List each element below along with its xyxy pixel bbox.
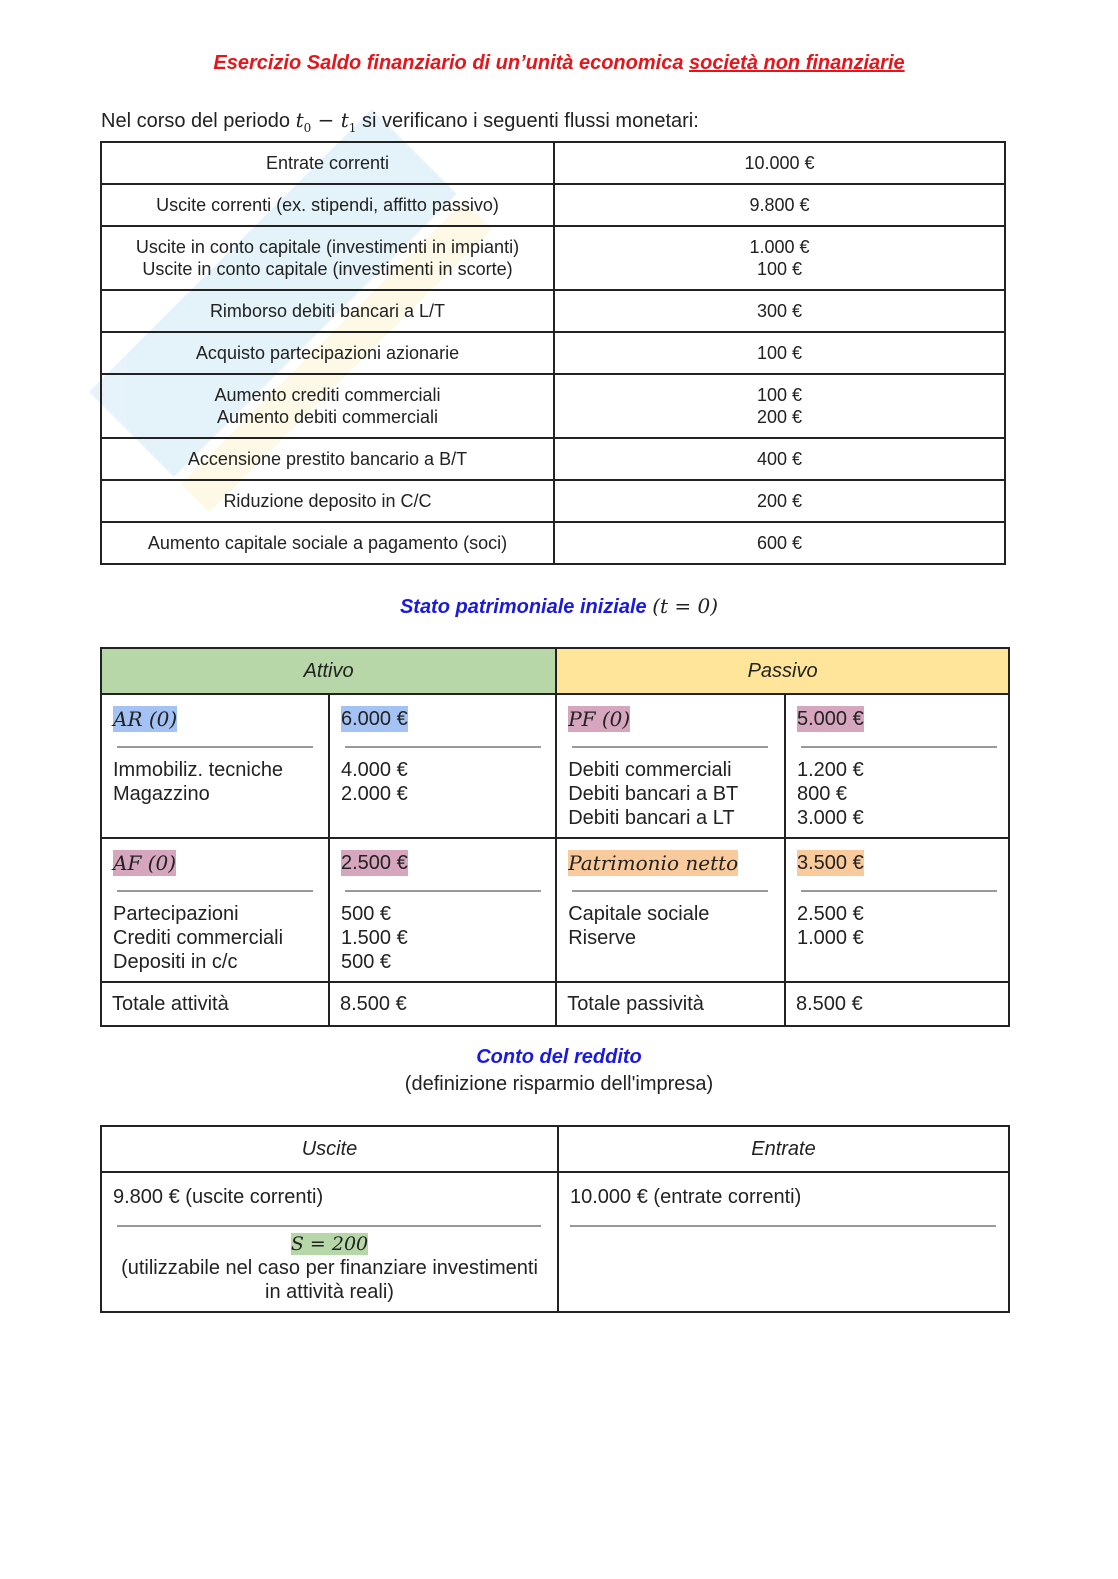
flow-value: 200 € <box>554 480 1005 522</box>
flow-row <box>101 290 1005 332</box>
af-total: 2.500 € <box>341 852 408 874</box>
flow-label: Acquisto partecipazioni azionarie <box>101 332 554 374</box>
ar-head: AR (0) <box>113 707 178 731</box>
flow-row <box>101 480 1005 522</box>
ar-values: 4.000 € 2.000 € <box>341 759 408 805</box>
flow-label: Aumento crediti commerciali Aumento debiti commerciali <box>101 374 554 438</box>
passivo-header: Passivo <box>556 648 1009 694</box>
flow-row <box>101 142 1005 184</box>
flow-row <box>101 184 1005 226</box>
pf-items: Debiti commerciali Debiti bancari a BT Debiti bancari a LT <box>568 759 739 829</box>
stato-patrimoniale-table <box>100 647 1010 1027</box>
flow-label: Accensione prestito bancario a B/T <box>101 438 554 480</box>
flow-row <box>101 438 1005 480</box>
conto-title: Conto del reddito <box>476 1046 642 1068</box>
s-note-1: (utilizzabile nel caso per finanziare investimenti <box>121 1257 538 1279</box>
flows-table <box>100 141 1006 565</box>
flow-label: Uscite in conto capitale (investimenti in impianti) Uscite in conto capitale (investimenti in scorte) <box>101 226 554 290</box>
s-note-2: in attività reali) <box>265 1281 394 1303</box>
s-formula: S = 200 <box>290 1233 369 1255</box>
pn-total: 3.500 € <box>797 852 864 874</box>
flow-value: 100 € <box>554 332 1005 374</box>
intro-text: Nel corso del periodo $t_0 - t_1$ si verificano i seguenti flussi monetari: <box>101 108 699 135</box>
conto-subtitle: (definizione risparmio dell'impresa) <box>404 1073 714 1095</box>
flow-row <box>101 522 1005 564</box>
flow-value: 100 € 200 € <box>554 374 1005 438</box>
af-items: Partecipazioni Crediti commerciali Depositi in c/c <box>113 903 284 973</box>
flow-label: Riduzione deposito in C/C <box>101 480 554 522</box>
pn-head: Patrimonio netto <box>568 851 739 875</box>
conto-reddito-table <box>100 1125 1010 1313</box>
ar-items: Immobiliz. tecniche Magazzino <box>113 759 284 805</box>
entrate-value: 10.000 € (entrate correnti) <box>570 1186 802 1208</box>
totale-attivita-value: 8.500 € <box>329 982 556 1026</box>
flow-label: Entrate correnti <box>101 142 554 184</box>
pn-values: 2.500 € 1.000 € <box>797 903 864 949</box>
totale-passivita-value: 8.500 € <box>785 982 1009 1026</box>
flow-label: Aumento capitale sociale a pagamento (soci) <box>101 522 554 564</box>
attivo-header: Attivo <box>101 648 556 694</box>
flow-row <box>101 226 1005 290</box>
stato-title: Stato patrimoniale iniziale (t = 0) <box>399 594 719 618</box>
flow-value: 9.800 € <box>554 184 1005 226</box>
flow-value: 1.000 € 100 € <box>554 226 1005 290</box>
flow-value: 300 € <box>554 290 1005 332</box>
pf-total: 5.000 € <box>797 708 864 730</box>
flow-value: 600 € <box>554 522 1005 564</box>
flow-row <box>101 332 1005 374</box>
flow-row <box>101 374 1005 438</box>
uscite-value: 9.800 € (uscite correnti) <box>113 1186 324 1208</box>
pf-head: PF (0) <box>568 707 631 731</box>
flow-value: 400 € <box>554 438 1005 480</box>
totale-attivita-label: Totale attività <box>101 982 329 1026</box>
flow-value: 10.000 € <box>554 142 1005 184</box>
totale-passivita-label: Totale passività <box>556 982 785 1026</box>
ar-total: 6.000 € <box>341 708 408 730</box>
pf-values: 1.200 € 800 € 3.000 € <box>797 759 864 829</box>
af-head: AF (0) <box>113 851 177 875</box>
af-values: 500 € 1.500 € 500 € <box>341 903 408 973</box>
entrate-header: Entrate <box>558 1126 1009 1172</box>
pn-items: Capitale sociale Riserve <box>568 903 710 949</box>
page-title: Esercizio Saldo finanziario di un’unità economica società non finanziarie <box>213 52 905 74</box>
flow-label: Rimborso debiti bancari a L/T <box>101 290 554 332</box>
flow-label: Uscite correnti (ex. stipendi, affitto passivo) <box>101 184 554 226</box>
uscite-header: Uscite <box>101 1126 558 1172</box>
